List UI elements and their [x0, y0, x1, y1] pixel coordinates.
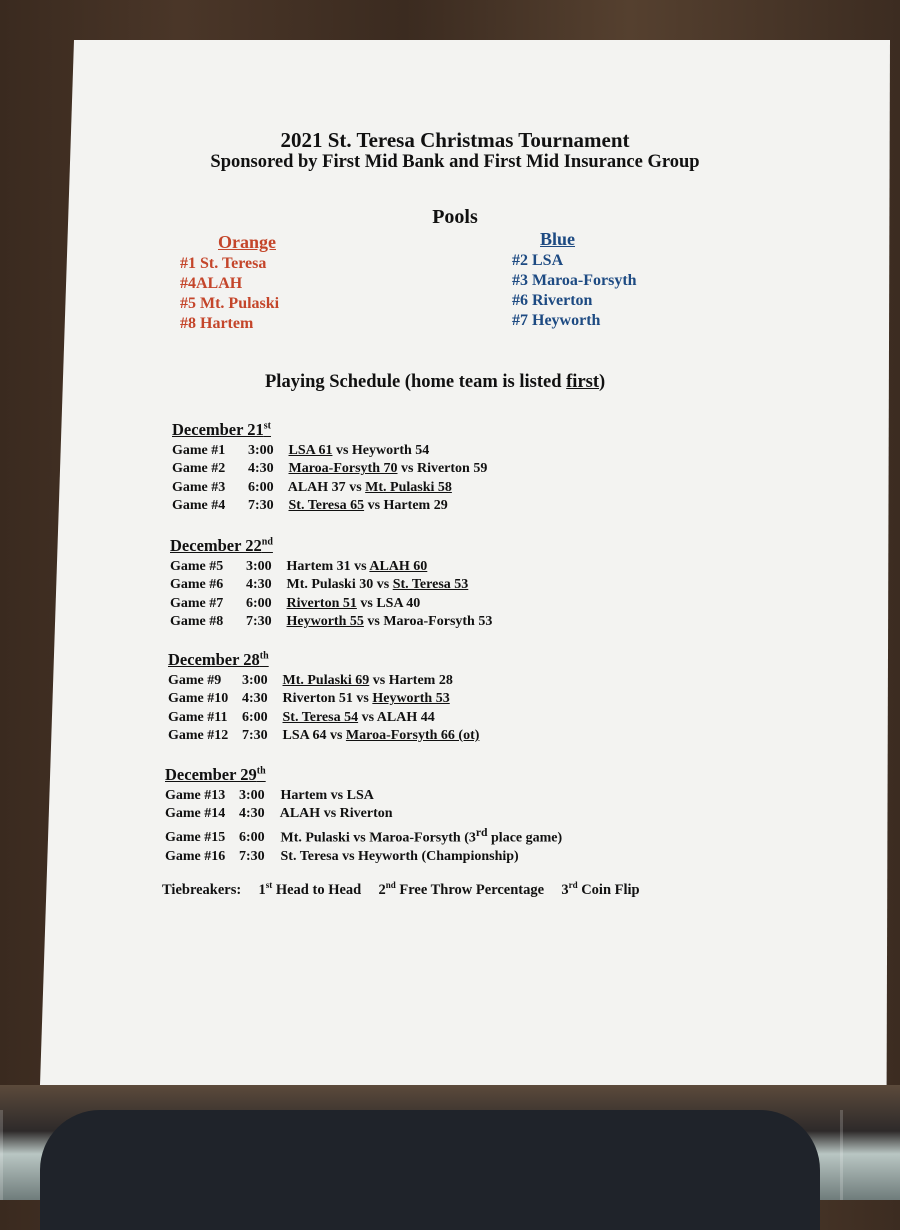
day-date: December 28th — [168, 650, 269, 669]
day-block — [168, 650, 479, 745]
person-lap — [40, 1110, 820, 1230]
game-time: 4:30 — [248, 461, 274, 477]
game-number: Game #10 — [168, 691, 229, 707]
game-number: Game #9 — [168, 673, 222, 688]
game-row — [165, 824, 562, 848]
pool-blue — [512, 229, 637, 331]
game-number: Game #5 — [170, 559, 224, 574]
game-number: Game #3 — [172, 479, 226, 495]
game-time: 3:00 — [248, 443, 274, 458]
pool-name: Orange — [218, 232, 276, 252]
pool-team: #5 Mt. Pulaski — [180, 295, 280, 312]
game-number: Game #12 — [168, 727, 229, 743]
vs-label: vs — [367, 497, 381, 513]
game-row — [172, 460, 487, 478]
vs-label: vs — [349, 479, 362, 495]
vs-label: vs — [367, 613, 380, 629]
home-team: Hartem — [280, 788, 328, 803]
game-row — [172, 479, 487, 497]
game-note: (3 — [464, 830, 476, 846]
game-number: Game #4 — [172, 497, 226, 513]
game-number: Game #2 — [172, 461, 226, 477]
game-row — [168, 672, 479, 690]
away-team: Maroa-Forsyth 66 (ot) — [345, 727, 480, 743]
game-number: Game #6 — [170, 577, 224, 593]
away-team: Hartem 28 — [388, 673, 453, 688]
pool-team: #8 Hartem — [180, 315, 254, 332]
day-date: December 21st — [172, 420, 272, 439]
game-time: 6:00 — [246, 595, 272, 611]
day-block — [170, 536, 492, 631]
away-team: Heyworth 54 — [351, 443, 430, 458]
tiebreaker-item: 2nd Free Throw Percentage — [378, 880, 545, 898]
game-number: Game #16 — [165, 848, 226, 864]
pool-team: #4ALAH — [180, 275, 243, 292]
home-team: Heyworth 55 — [286, 613, 364, 629]
game-number: Game #8 — [170, 613, 224, 629]
schedule-heading-emphasis: first — [566, 372, 600, 392]
away-team: Riverton 59 — [416, 461, 488, 477]
pool-team: #3 Maroa-Forsyth — [512, 272, 637, 289]
home-team: Riverton 51 — [282, 691, 353, 707]
game-time: 4:30 — [239, 806, 265, 822]
day-date: December 22nd — [170, 536, 273, 555]
pool-team: #6 Riverton — [512, 292, 593, 309]
home-team: LSA 64 — [282, 727, 327, 743]
game-time: 4:30 — [246, 577, 272, 593]
game-row — [172, 497, 487, 515]
away-team: Maroa-Forsyth — [369, 830, 461, 846]
home-team: St. Teresa 65 — [288, 497, 365, 513]
sponsor-line: Sponsored by First Mid Bank and First Mid Insurance Group — [210, 152, 700, 172]
game-number: Game #15 — [165, 830, 226, 846]
game-row — [168, 709, 479, 727]
schedule-heading — [265, 372, 605, 393]
away-team: ALAH 60 — [369, 559, 428, 574]
vs-label: vs — [401, 461, 414, 477]
game-time: 4:30 — [242, 691, 268, 707]
day-date: December 29th — [165, 765, 266, 784]
game-note: (Championship) — [421, 848, 519, 864]
day-block — [165, 765, 562, 866]
game-time: 6:00 — [248, 479, 274, 495]
day-block — [172, 420, 487, 515]
game-note-sup: rd — [475, 825, 488, 839]
vs-label: vs — [323, 806, 337, 822]
pool-orange — [180, 232, 279, 334]
game-number: Game #14 — [165, 806, 226, 822]
game-row — [170, 576, 492, 594]
game-number: Game #7 — [170, 595, 224, 611]
game-time: 7:30 — [239, 848, 265, 864]
home-team: ALAH 37 — [287, 479, 346, 495]
tiebreakers — [162, 880, 640, 899]
home-team: Riverton 51 — [286, 595, 357, 611]
game-time: 3:00 — [239, 788, 265, 803]
home-team: Mt. Pulaski 30 — [286, 577, 374, 593]
game-row — [172, 442, 487, 460]
pools-heading: Pools — [432, 206, 478, 228]
game-time: 3:00 — [242, 673, 268, 688]
home-team: LSA 61 — [288, 443, 333, 458]
away-team: Heyworth 53 — [372, 691, 450, 707]
home-team: Hartem 31 — [286, 559, 351, 574]
game-number: Game #13 — [165, 788, 226, 803]
tiebreakers-label: Tiebreakers: — [162, 881, 242, 898]
game-row — [170, 613, 492, 631]
vs-label: vs — [354, 559, 367, 574]
vs-label: vs — [335, 443, 349, 458]
pool-team: #1 St. Teresa — [180, 255, 267, 272]
game-row — [170, 595, 492, 613]
vs-label: vs — [372, 673, 386, 688]
game-time: 7:30 — [248, 497, 274, 513]
pool-name: Blue — [540, 229, 576, 249]
home-team: St. Teresa 54 — [282, 709, 359, 725]
game-number: Game #1 — [172, 443, 226, 458]
home-team: ALAH — [279, 806, 321, 822]
vs-label: vs — [330, 788, 344, 803]
game-time: 7:30 — [246, 613, 272, 629]
away-team: LSA — [346, 788, 374, 803]
game-number: Game #11 — [168, 709, 228, 725]
vs-label: vs — [353, 830, 366, 846]
game-time: 7:30 — [242, 727, 268, 743]
game-row — [165, 848, 562, 866]
away-team: Riverton — [339, 806, 393, 822]
game-row — [170, 558, 492, 576]
vs-label: vs — [329, 727, 343, 743]
game-row — [165, 787, 562, 805]
vs-label: vs — [361, 709, 375, 725]
away-team: Mt. Pulaski 58 — [365, 479, 452, 495]
home-team: Mt. Pulaski — [280, 830, 350, 846]
vs-label: vs — [342, 848, 355, 864]
away-team: LSA 40 — [376, 595, 421, 611]
away-team: ALAH 44 — [376, 709, 435, 725]
home-team: Mt. Pulaski 69 — [282, 673, 370, 688]
game-time: 6:00 — [239, 830, 265, 846]
game-row — [168, 727, 479, 745]
tournament-title: 2021 St. Teresa Christmas Tournament — [280, 128, 630, 152]
game-note-end: place game) — [487, 830, 563, 846]
game-row — [168, 690, 479, 708]
game-row — [165, 805, 562, 823]
home-team: Maroa-Forsyth 70 — [288, 461, 398, 477]
away-team: Maroa-Forsyth 53 — [383, 613, 493, 629]
away-team: Hartem 29 — [383, 497, 448, 513]
tiebreaker-item: 3rd Coin Flip — [561, 880, 640, 898]
vs-label: vs — [360, 595, 373, 611]
vs-label: vs — [356, 691, 369, 707]
pool-team: #2 LSA — [512, 252, 564, 269]
home-team: St. Teresa — [280, 848, 343, 864]
game-time: 6:00 — [242, 709, 268, 725]
game-time: 3:00 — [246, 559, 272, 574]
away-team: Heyworth — [358, 848, 418, 864]
pool-team: #7 Heyworth — [512, 312, 601, 329]
away-team: St. Teresa 53 — [392, 577, 469, 593]
schedule-heading-text: Playing Schedule (home team is listed — [265, 372, 567, 392]
tiebreaker-item: 1st Head to Head — [258, 880, 362, 898]
vs-label: vs — [376, 577, 390, 593]
schedule-heading-close: ) — [599, 372, 606, 392]
